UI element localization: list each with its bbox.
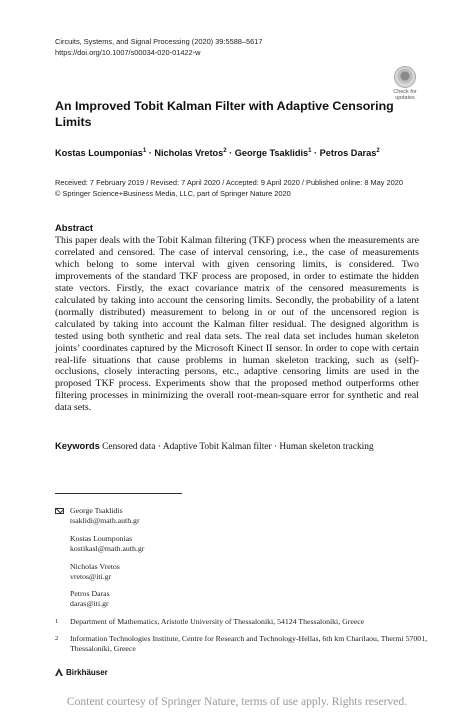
abstract-text: This paper deals with the Tobit Kalman filtering (TKF) process when the measurements are correlated and censored. The case of interval censoring, i.e., the case of measurements which belong to some interval with given censoring limits, is considered. Two improvements of the standard TKF process are proposed, in order to estimate the hidden state vectors. Firstly, the exact covariance matrix of the censored measurements is calculated by taking into account the censoring limits. Secondly, the probability of a latent (normally distributed) measurement to belong in or out of the uncensored region is calculated by taking into account the Kalman filter residual. The designed algorithm is tested using both synthetic and real data sets. The real data set includes human skeleton joints’ coordinates captured by the Microsoft Kinect II sensor. In order to cope with certain real-life situations that cause problems in human skeleton tracking, such as (self)-occlusions, closely interacting persons, etc., adaptive censoring limits are used in the proposed TKF process. Experiments show that the proposed method outperforms other filtering processes in minimizing the overall root-mean-square error for synthetic and real data sets. (55, 235, 419, 414)
author-separator: · (311, 148, 320, 159)
check-for-updates-badge[interactable] (390, 66, 420, 102)
abstract-heading: Abstract (55, 222, 94, 233)
keywords-heading: Keywords (55, 440, 100, 451)
author-name: Kostas Loumponias (55, 148, 143, 159)
contact-name: Petros Daras (70, 589, 110, 598)
affiliation-text: Information Technologies Institute, Centre for Research and Technology-Hellas, 6th km Charilaou, Thermi 57001, Thessaloníki, Greece (70, 634, 428, 654)
author-separator: · (226, 148, 235, 159)
contact-name: George Tsaklidis (70, 506, 123, 515)
publisher-name: Birkhäuser (66, 668, 108, 677)
keywords (55, 440, 374, 452)
contact-name: Kostas Loumponias (70, 534, 133, 543)
journal-line: Circuits, Systems, and Signal Processing (2020) 39:5588–5617 (55, 37, 263, 46)
affiliation-text: Department of Mathematics, Aristotle University of Thessaloniki, 54124 Thessaloníki, Greece (70, 617, 365, 626)
author-name: Nicholas Vretos (154, 148, 224, 159)
journal-citation (55, 36, 262, 58)
author-affiliation-mark: 1 (308, 148, 312, 154)
author-name: Petros Daras (319, 148, 377, 159)
contact-email[interactable]: tsaklidi@math.auth.gr (70, 516, 140, 526)
contact-email[interactable]: kostikasl@math.auth.gr (70, 544, 145, 554)
publication-dates (55, 178, 403, 199)
keywords-list: Censored data · Adaptive Tobit Kalman filter · Human skeleton tracking (102, 442, 374, 452)
affiliation-number: 1 (55, 618, 59, 625)
history-dates: Received: 7 February 2019 / Revised: 7 April 2020 / Accepted: 9 April 2020 / Published online: 8 May 2020 (55, 178, 403, 187)
author-separator: · (146, 148, 155, 159)
contact-entry (70, 534, 144, 554)
check-for-updates-label: Check for updates (393, 89, 417, 101)
author-affiliation-mark: 2 (223, 148, 227, 154)
contact-name: Nicholas Vretos (70, 562, 120, 571)
birkhauser-logo-icon (55, 668, 63, 676)
author-affiliation-mark: 1 (142, 148, 147, 154)
contact-entry (70, 562, 120, 582)
author-affiliation-mark: 2 (376, 148, 380, 154)
author-list (55, 148, 380, 158)
envelope-icon (55, 508, 64, 514)
contact-entry (70, 589, 110, 609)
check-for-updates-icon (394, 66, 416, 88)
courtesy-notice: Content courtesy of Springer Nature, terms of use apply. Rights reserved. (0, 690, 474, 719)
paper-title: An Improved Tobit Kalman Filter with Adaptive Censoring Limits (55, 99, 394, 129)
affiliation-number: 2 (55, 635, 59, 642)
doi-link[interactable]: https://doi.org/10.1007/s00034-020-01422-w (55, 48, 201, 57)
copyright-notice: © Springer Science+Business Media, LLC, part of Springer Nature 2020 (55, 188, 291, 198)
contact-email[interactable]: vretos@iti.gr (70, 572, 112, 582)
contact-entry (70, 506, 140, 526)
contact-email[interactable]: daras@iti.gr (70, 599, 109, 609)
publisher-logo (55, 668, 108, 677)
footnote-divider (55, 493, 182, 494)
author-name: George Tsaklidis (234, 148, 309, 159)
